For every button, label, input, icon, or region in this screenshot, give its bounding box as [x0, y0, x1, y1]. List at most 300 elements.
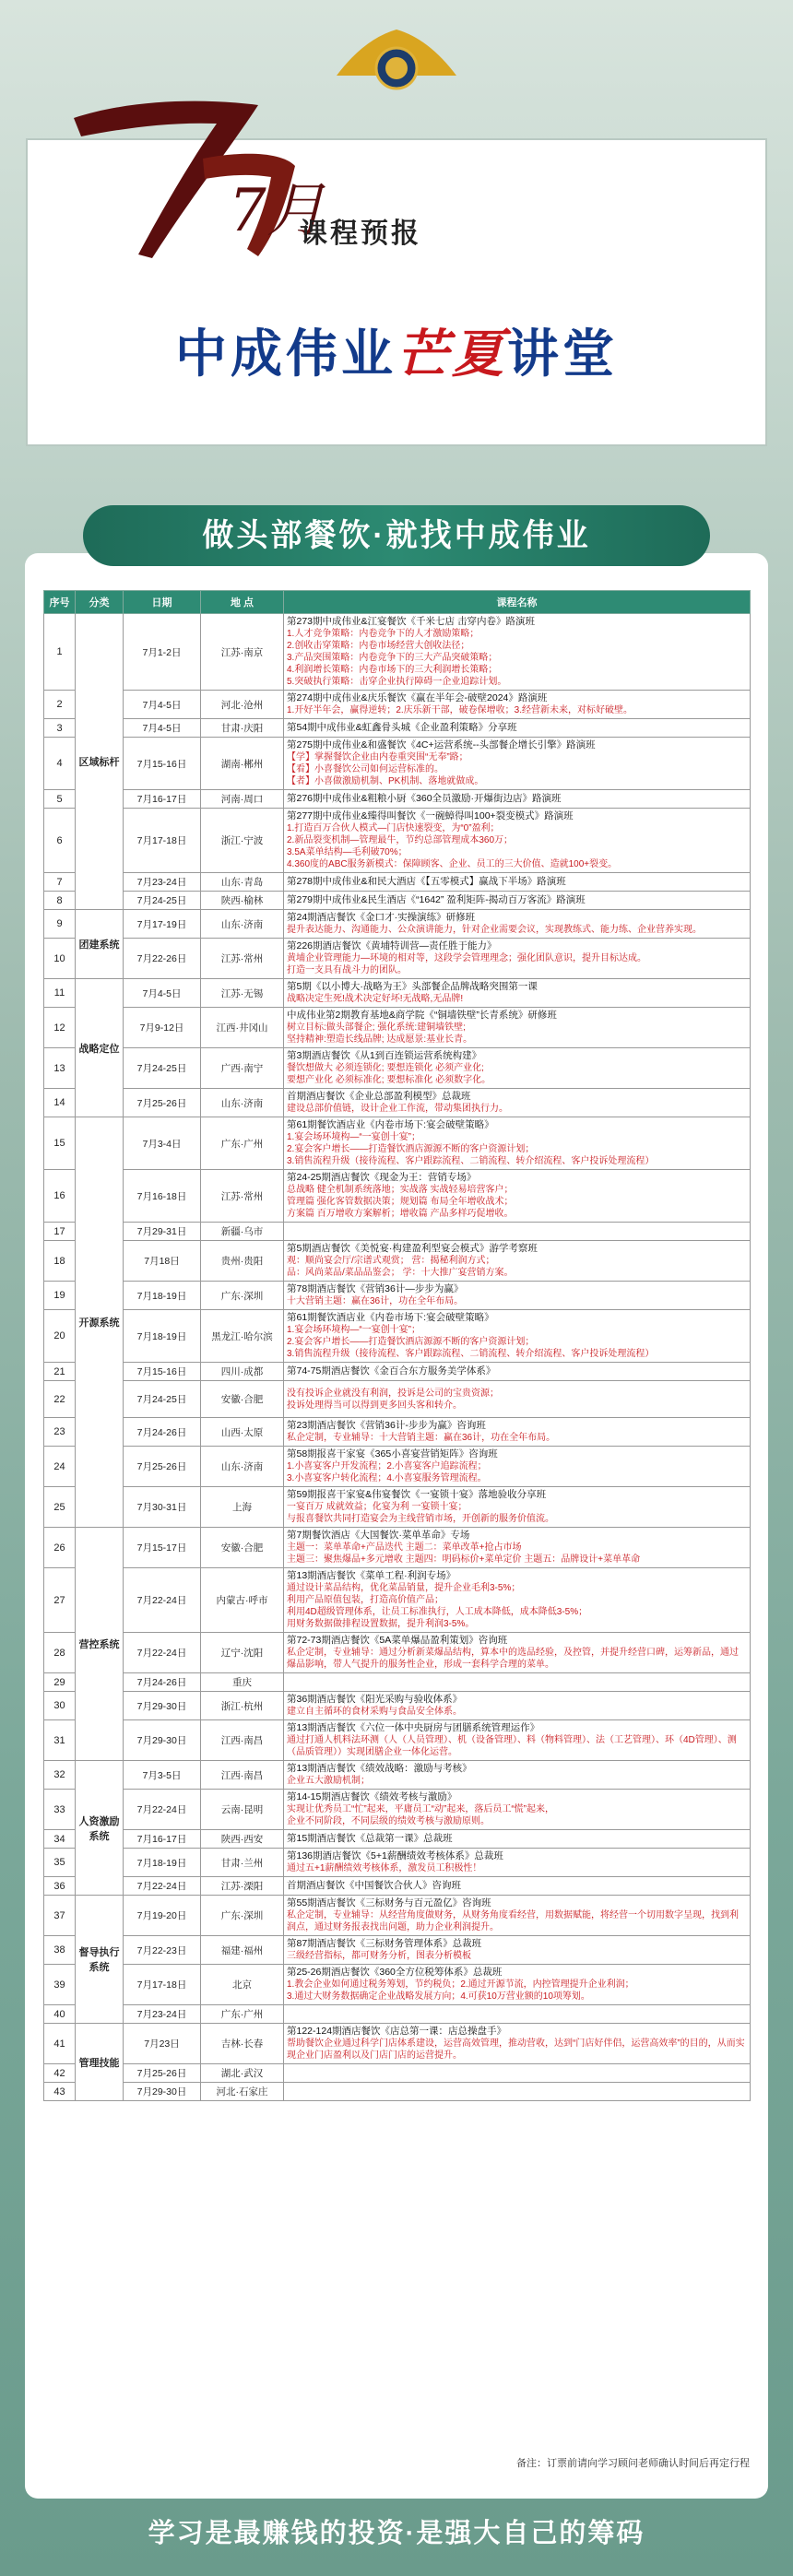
row-number: 32	[44, 1761, 76, 1790]
course-title: 第61期餐饮酒店业《内卷市场下:宴会破壁策略》	[287, 1312, 494, 1323]
date-cell: 7月17-19日	[124, 910, 201, 939]
course-title: 第14-15期酒店餐饮《绩效考核与激励》	[287, 1791, 457, 1802]
course-title: 第24期酒店餐饮《金口才·实操演练》研修班	[287, 912, 476, 923]
course-cell	[284, 2024, 751, 2064]
course-cell	[284, 892, 751, 910]
course-desc-line: 管理篇 强化客管数据决策；规划篇 布局全年增收战术；	[287, 1197, 514, 1207]
row-number: 19	[44, 1282, 76, 1310]
table-row	[44, 2083, 751, 2101]
row-number: 11	[44, 979, 76, 1008]
slogan-banner: 做头部餐饮·就找中成伟业	[83, 505, 710, 566]
course-title: 第59期报喜干家宴&伟宴餐饮《一宴锁十宴》落地验收分享班	[287, 1489, 547, 1500]
course-cell	[284, 1381, 751, 1418]
course-cell	[284, 1487, 751, 1528]
course-cell	[284, 910, 751, 939]
course-title: 第276期中成伟业&粗粮小厨《360全员激励·开爆街边店》路演班	[287, 793, 562, 804]
course-desc-line: 3.销售流程升级（接待流程、客户跟踪流程、二销流程、转介绍流程、客户投诉处理流程）	[287, 1349, 655, 1359]
date-cell: 7月29-30日	[124, 1720, 201, 1761]
place-cell: 江苏·常州	[201, 939, 284, 979]
course-title: 第13期酒店餐饮《绩效战略：激励与考核》	[287, 1763, 472, 1774]
course-title: 第275期中成伟业&和盛餐饮《4C+运营系统--头部餐企增长引擎》路演班	[287, 739, 596, 750]
row-number: 34	[44, 1830, 76, 1849]
course-desc-line: 企业不同阶段，不同层级的绩效考核与激励原则。	[287, 1816, 490, 1826]
course-desc-line: 利用产品原值包装，打造高价值产品；	[287, 1595, 444, 1605]
course-desc-line: 通过设计菜品结构，优化菜品销量，提升企业毛利3-5%；	[287, 1583, 521, 1593]
place-cell: 广西·南宁	[201, 1048, 284, 1089]
place-cell: 陕西·榆林	[201, 892, 284, 910]
course-desc-line: 实现让优秀员工“忙”起来，平庸员工“动”起来，落后员工“慌”起来，	[287, 1804, 554, 1814]
row-number: 14	[44, 1089, 76, 1117]
course-title: 中成伟业第2期教育基地&商学院《“铜墙铁壁”长青系统》研修班	[287, 1010, 557, 1021]
column-header: 课程名称	[284, 591, 751, 614]
place-cell: 辽宁·沈阳	[201, 1633, 284, 1673]
row-number: 4	[44, 738, 76, 790]
row-number: 10	[44, 939, 76, 979]
place-cell: 云南·昆明	[201, 1790, 284, 1830]
course-cell	[284, 691, 751, 719]
date-cell: 7月15-16日	[124, 738, 201, 790]
table-row	[44, 1282, 751, 1310]
table-row	[44, 1381, 751, 1418]
course-title: 第72-73期酒店餐饮《5A菜单爆品盈利策划》咨询班	[287, 1635, 508, 1646]
course-title: 第279期中成伟业&民生酒店《“1642” 盈利矩阵-揭动百万客流》路演班	[287, 894, 586, 905]
category-cell: 开源系统	[76, 1117, 124, 1528]
title-part-b: 讲堂	[507, 325, 618, 383]
table-row	[44, 892, 751, 910]
course-desc-line: 1.宴会场环境构—“一宴创十宴”；	[287, 1132, 420, 1142]
course-title: 第55期酒店餐饮《三标财务与百元盈亿》咨询班	[287, 1897, 491, 1908]
place-cell: 新疆·乌市	[201, 1223, 284, 1241]
course-cell	[284, 1790, 751, 1830]
row-number: 43	[44, 2083, 76, 2101]
course-cell	[284, 1761, 751, 1790]
date-cell: 7月30-31日	[124, 1487, 201, 1528]
row-number: 37	[44, 1896, 76, 1936]
course-desc-line: 1.打造百万合伙人模式—门店快速裂变，为“0”盈利；	[287, 823, 500, 833]
date-cell: 7月22-24日	[124, 1633, 201, 1673]
table-row	[44, 1008, 751, 1048]
date-cell: 7月24-26日	[124, 1673, 201, 1692]
row-number: 2	[44, 691, 76, 719]
place-cell: 山东·青岛	[201, 873, 284, 892]
table-row	[44, 1487, 751, 1528]
place-cell: 安徽·合肥	[201, 1528, 284, 1568]
date-cell: 7月9-12日	[124, 1008, 201, 1048]
table-row	[44, 1528, 751, 1568]
table-row	[44, 910, 751, 939]
course-desc-line: 1.宴会场环境构—“一宴创十宴”；	[287, 1325, 420, 1335]
date-cell: 7月18-19日	[124, 1849, 201, 1877]
table-row	[44, 719, 751, 738]
table-row	[44, 939, 751, 979]
date-cell: 7月4-5日	[124, 719, 201, 738]
column-header: 分类	[76, 591, 124, 614]
date-cell: 7月16-17日	[124, 1830, 201, 1849]
place-cell: 吉林·长春	[201, 2024, 284, 2064]
table-row	[44, 1363, 751, 1381]
table-row	[44, 1241, 751, 1282]
course-desc-line: 4.360度的ABC服务新模式：保障顾客、企业、员工的三大价值、造就100+裂变。	[287, 859, 618, 869]
place-cell: 陕西·西安	[201, 1830, 284, 1849]
table-row	[44, 1447, 751, 1487]
course-cell	[284, 1418, 751, 1447]
row-number: 6	[44, 809, 76, 873]
place-cell: 湖南·郴州	[201, 738, 284, 790]
category-cell: 督导执行系统	[76, 1896, 124, 2024]
course-title: 首期酒店餐饮《企业总部盈利模型》总裁班	[287, 1091, 471, 1102]
course-title: 第226期酒店餐饮《黄埔特训营—责任胜于能力》	[287, 940, 497, 951]
row-number: 15	[44, 1117, 76, 1170]
table-row	[44, 1849, 751, 1877]
place-cell: 江西·井冈山	[201, 1008, 284, 1048]
course-cell	[284, 1877, 751, 1896]
course-table	[43, 590, 751, 2101]
course-desc-line: 2.宴会客户增长——打造餐饮酒店源源不断的客户资源计划；	[287, 1337, 535, 1347]
course-cell	[284, 873, 751, 892]
course-cell	[284, 939, 751, 979]
place-cell: 河北·沧州	[201, 691, 284, 719]
place-cell: 安徽·合肥	[201, 1381, 284, 1418]
table-row	[44, 2064, 751, 2083]
place-cell: 河南·周口	[201, 790, 284, 809]
table-row	[44, 809, 751, 873]
main-title	[83, 313, 710, 387]
place-cell: 广东·深圳	[201, 1282, 284, 1310]
course-cell	[284, 1170, 751, 1223]
course-desc-line: 树立目标:做头部餐企; 强化系统:建铜墙铁壁;	[287, 1022, 466, 1033]
course-desc-line: 三级经营指标，都可财务分析，图表分析模板	[287, 1951, 471, 1961]
row-number: 38	[44, 1936, 76, 1965]
course-desc-line: 私企定制，专业辅导：十大营销主题：赢在36计，功在全年布局。	[287, 1433, 556, 1443]
place-cell: 四川·成都	[201, 1363, 284, 1381]
date-cell: 7月15-17日	[124, 1528, 201, 1568]
table-row	[44, 1223, 751, 1241]
table-row	[44, 1761, 751, 1790]
row-number: 22	[44, 1381, 76, 1418]
course-desc-line: 利用4D超级管理体系，让员工标准执行，人工成本降低，成本降低3-5%；	[287, 1607, 588, 1617]
course-desc-line: 十大营销主题：赢在36计，功在全年布局。	[287, 1296, 464, 1306]
date-cell: 7月24-25日	[124, 1381, 201, 1418]
date-cell: 7月3-5日	[124, 1761, 201, 1790]
course-title: 第3期酒店餐饮《从1到百连锁运营系统构建》	[287, 1050, 482, 1061]
course-desc-line: 企业五大激励机制；	[287, 1776, 370, 1786]
date-cell: 7月22-24日	[124, 1790, 201, 1830]
place-cell: 北京	[201, 1965, 284, 2005]
course-desc-line: 主题一：菜单革命+产品迭代 主题二：菜单改革+抢占市场	[287, 1542, 522, 1553]
course-cell	[284, 1633, 751, 1673]
place-cell: 江苏·常州	[201, 1170, 284, 1223]
table-row	[44, 1310, 751, 1363]
row-number: 21	[44, 1363, 76, 1381]
course-title: 第58期报喜干家宴《365小喜宴营销矩阵》咨询班	[287, 1448, 498, 1459]
row-number: 31	[44, 1720, 76, 1761]
course-desc-line: 建设总部价值链，设计企业工作流，带动集团执行力。	[287, 1104, 508, 1114]
course-title: 第13期酒店餐饮《六位一体中央厨房与团膳系统管理运作》	[287, 1722, 540, 1733]
course-cell	[284, 1830, 751, 1849]
course-desc-line: 私企定制，专业辅导：从经营角度做财务，从财务角度看经营，用数据赋能，将经营一个切用数字呈现，找到利润点，通过财务报表找出问题，助力企业利润提升。	[287, 1910, 739, 1932]
course-desc-line: 与报喜餐饮共同打造宴会为主线营销市场，开创新的服务价值流。	[287, 1514, 554, 1524]
date-cell: 7月19-20日	[124, 1896, 201, 1936]
course-desc-line: 建立自主循环的食材采购与食品安全体系。	[287, 1707, 462, 1717]
date-cell: 7月17-18日	[124, 1965, 201, 2005]
course-cell	[284, 2064, 751, 2083]
row-number: 26	[44, 1528, 76, 1568]
row-number: 5	[44, 790, 76, 809]
date-cell: 7月25-26日	[124, 1089, 201, 1117]
course-cell	[284, 1936, 751, 1965]
table-row	[44, 614, 751, 691]
course-desc-line: 要想产业化 必须标准化; 要想标准化 必须数字化。	[287, 1075, 491, 1085]
date-cell: 7月4-5日	[124, 979, 201, 1008]
category-cell: 管理技能	[76, 2024, 124, 2101]
place-cell: 黑龙江·哈尔滨	[201, 1310, 284, 1363]
course-cell	[284, 1447, 751, 1487]
row-number: 17	[44, 1223, 76, 1241]
category-cell: 团建系统	[76, 910, 124, 979]
course-desc-line: 提升表达能力、沟通能力、公众演讲能力，针对企业需要会议，实现教练式、能力练、企业营养实现。	[287, 925, 702, 935]
brand-logo	[327, 20, 466, 96]
date-cell: 7月23-24日	[124, 873, 201, 892]
table-row	[44, 1117, 751, 1170]
table-row	[44, 1896, 751, 1936]
place-cell: 江西·南昌	[201, 1720, 284, 1761]
row-number: 3	[44, 719, 76, 738]
course-desc-line: 3.销售流程升级（接待流程、客户跟踪流程、二销流程、转介绍流程、客户投诉处理流程）	[287, 1156, 655, 1166]
course-cell	[284, 614, 751, 691]
course-title: 第5期《以小博大·战略为王》头部餐企品牌战略突围第一课	[287, 981, 538, 992]
course-cell	[284, 719, 751, 738]
table-row	[44, 2024, 751, 2064]
place-cell: 山东·济南	[201, 910, 284, 939]
table-row	[44, 1965, 751, 2005]
place-cell: 山东·济南	[201, 1447, 284, 1487]
date-cell: 7月3-4日	[124, 1117, 201, 1170]
title-part-a: 中成伟业	[175, 325, 396, 383]
course-desc-line: 3.通过大财务数据确定企业战略发展方向；4.可获10万营业额的10项筹划。	[287, 1991, 590, 2002]
place-cell: 湖北·武汉	[201, 2064, 284, 2083]
course-title: 第24-25期酒店餐饮《现金为王：营销专场》	[287, 1172, 477, 1183]
table-row	[44, 1568, 751, 1633]
course-cell	[284, 1528, 751, 1568]
row-number: 25	[44, 1487, 76, 1528]
course-desc-line: 2.新品裂变机制—管理最牛，节约总部管理成本360万；	[287, 835, 514, 845]
table-row	[44, 738, 751, 790]
date-cell: 7月1-2日	[124, 614, 201, 691]
course-cell	[284, 1363, 751, 1381]
category-cell: 营控系统	[76, 1528, 124, 1761]
table-row	[44, 873, 751, 892]
date-cell: 7月18-19日	[124, 1310, 201, 1363]
place-cell: 广东·广州	[201, 2005, 284, 2024]
footnote: 备注：订票前请向学习顾问老师确认时间后再定行程	[516, 2458, 750, 2469]
place-cell: 浙江·宁波	[201, 809, 284, 873]
row-number: 28	[44, 1633, 76, 1673]
course-desc-line: 通过五+1薪酬绩效考核体系，激发员工积极性！	[287, 1863, 482, 1873]
place-cell: 江西·南昌	[201, 1761, 284, 1790]
date-cell: 7月22-24日	[124, 1877, 201, 1896]
course-title: 第78期酒店餐饮《营销36计—步步为赢》	[287, 1283, 464, 1294]
course-desc-line: 【学】掌握餐饮企业由内卷重突围“无奉”路；	[287, 752, 468, 762]
course-cell	[284, 790, 751, 809]
table-row	[44, 691, 751, 719]
table-row	[44, 1418, 751, 1447]
course-cell	[284, 1568, 751, 1633]
month-text: 7月	[229, 177, 325, 245]
date-cell: 7月16-18日	[124, 1170, 201, 1223]
row-number: 33	[44, 1790, 76, 1830]
course-desc-line: 1.开好半年会，赢得逆转；2.庆乐新干部，破卷保增收；3.经营新未来，对标好破壁。	[287, 705, 633, 715]
row-number: 27	[44, 1568, 76, 1633]
course-cell	[284, 809, 751, 873]
course-cell	[284, 1089, 751, 1117]
course-desc-line: 坚持精神:塑造长线品牌; 达成愿景:基业长青。	[287, 1034, 473, 1045]
row-number: 40	[44, 2005, 76, 2024]
table-row	[44, 1048, 751, 1089]
table-row	[44, 1790, 751, 1830]
category-cell: 战略定位	[76, 979, 124, 1117]
course-cell	[284, 1048, 751, 1089]
month-calligraphy	[65, 92, 325, 267]
course-desc-line: 观：顺尚宴会厅/宗谱式观赏； 营：揭秘利润方式；	[287, 1256, 495, 1266]
course-desc-line: 用财务数据做排程设置数据，提升利润3-5%。	[287, 1619, 475, 1629]
course-cell	[284, 1282, 751, 1310]
column-header: 地 点	[201, 591, 284, 614]
table-header-row	[44, 591, 751, 614]
course-cell	[284, 1849, 751, 1877]
column-header: 序号	[44, 591, 76, 614]
course-title: 第122-124期酒店餐饮《店总第一课：店总操盘手》	[287, 2026, 507, 2037]
course-cell	[284, 1241, 751, 1282]
course-title: 第278期中成伟业&和民大酒店《【五零模式】赢战下半场》路演班	[287, 876, 566, 887]
date-cell: 7月15-16日	[124, 1363, 201, 1381]
place-cell: 河北·石家庄	[201, 2083, 284, 2101]
course-desc-line: 【看】小喜餐饮公司如何运营标准的。	[287, 764, 444, 774]
date-cell: 7月25-26日	[124, 2064, 201, 2083]
course-desc-line: 3.产品突围策略：内卷竞争下的三大产品突破策略；	[287, 653, 498, 663]
place-cell: 山西·太原	[201, 1418, 284, 1447]
course-title: 第13期酒店餐饮《菜单工程·利润专场》	[287, 1570, 456, 1581]
course-cell	[284, 1965, 751, 2005]
category-cell: 区域标杆	[76, 614, 124, 910]
course-desc-line: 战略决定生死!战术决定好坏!无战略,无品牌!	[287, 994, 464, 1004]
place-cell: 广东·广州	[201, 1117, 284, 1170]
row-number: 42	[44, 2064, 76, 2083]
title-accent: 芒夏	[396, 324, 507, 384]
course-desc-line: 1.教会企业如何通过税务筹划，节约税负；2.通过开源节流，内控管理提升企业利润；	[287, 1979, 634, 1990]
place-cell: 上海	[201, 1487, 284, 1528]
course-desc-line: 通过打通人机料法环测（人（人员管理）、机（设备管理）、料（物料管理）、法（工艺管理）、环（4D管理）、测（品质管理））实现团膳企业一体化运营。	[287, 1735, 737, 1757]
table-row	[44, 1089, 751, 1117]
course-cell	[284, 2083, 751, 2101]
place-cell: 广东·深圳	[201, 1896, 284, 1936]
course-cell	[284, 2005, 751, 2024]
date-cell: 7月24-25日	[124, 1048, 201, 1089]
table-row	[44, 1673, 751, 1692]
row-number: 7	[44, 873, 76, 892]
table-row	[44, 1936, 751, 1965]
course-cell	[284, 1896, 751, 1936]
course-title: 第36期酒店餐饮《阳光采购与验收体系》	[287, 1694, 463, 1705]
course-cell	[284, 1008, 751, 1048]
table-row	[44, 2005, 751, 2024]
table-row	[44, 1830, 751, 1849]
table-row	[44, 1877, 751, 1896]
course-title: 第74-75期酒店餐饮《金百合东方服务美学体系》	[287, 1365, 496, 1377]
course-title: 第274期中成伟业&庆乐餐饮《赢在半年会-破壁2024》路演班	[287, 692, 548, 703]
category-cell: 人资激励系统	[76, 1761, 124, 1896]
date-cell: 7月22-26日	[124, 939, 201, 979]
course-title: 第277期中成伟业&臻得叫餐饮《一碗蟑得叫100+裂变模式》路演班	[287, 810, 574, 821]
date-cell: 7月22-23日	[124, 1936, 201, 1965]
place-cell: 福建·福州	[201, 1936, 284, 1965]
table-row	[44, 1720, 751, 1761]
place-cell: 江苏·溧阳	[201, 1877, 284, 1896]
course-desc-line: 3.小喜宴客户转化流程；4.小喜宴服务管理流程。	[287, 1473, 487, 1483]
date-cell: 7月29-30日	[124, 1692, 201, 1720]
course-desc-line: 黄埔企业管理能力—环境的相对等，这段学会管理理念；强化团队意识，提升目标达成。	[287, 953, 646, 963]
place-cell: 重庆	[201, 1673, 284, 1692]
table-row	[44, 1692, 751, 1720]
row-number: 35	[44, 1849, 76, 1877]
course-desc-line: 品：风尚菜品/菜品品鉴会； 学：十大推广宴营销方案。	[287, 1268, 514, 1278]
course-desc-line: 总战略 健全机制系统落地；实战落 实战轻易培营客户；	[287, 1185, 514, 1195]
row-number: 39	[44, 1965, 76, 2005]
place-cell: 江苏·无锡	[201, 979, 284, 1008]
course-desc-line: 3.5A菜单结构—毛利破70%；	[287, 847, 408, 857]
date-cell: 7月23日	[124, 2024, 201, 2064]
course-desc-line: 2.创收击穿策略：内卷市场经营大创收法径；	[287, 641, 470, 651]
course-desc-line: 餐饮想做大 必须连锁化; 要想连锁化 必须产业化;	[287, 1063, 484, 1073]
row-number: 1	[44, 614, 76, 691]
place-cell: 浙江·杭州	[201, 1692, 284, 1720]
date-cell: 7月16-17日	[124, 790, 201, 809]
date-cell: 7月17-18日	[124, 809, 201, 873]
course-desc-line: 帮助餐饮企业通过科学门店体系建设，运营高效管理，推动营收，达到“门店好伴侣，运营高效率”的目的，从而实现企业门店盈利以及门店门店的运营提升。	[287, 2038, 745, 2061]
course-cell	[284, 1692, 751, 1720]
course-desc-line: 没有投诉企业就没有利润，投诉是公司的宝贵资源；	[287, 1388, 499, 1399]
course-desc-line: 方案篇 百万增收方案解析；增收篇 产品多样巧促增收。	[287, 1209, 514, 1219]
place-cell: 甘肃·庆阳	[201, 719, 284, 738]
date-cell: 7月29-30日	[124, 2083, 201, 2101]
course-cell	[284, 1310, 751, 1363]
row-number: 13	[44, 1048, 76, 1089]
date-cell: 7月25-26日	[124, 1447, 201, 1487]
course-title: 首期酒店餐饮《中国餐饮合伙人》咨询班	[287, 1880, 461, 1891]
course-cell	[284, 979, 751, 1008]
row-number: 16	[44, 1170, 76, 1223]
row-number: 41	[44, 2024, 76, 2064]
course-title: 第7期餐饮酒店《大国餐饮·菜单革命》专场	[287, 1530, 470, 1541]
footer-slogan: 学习是最赚钱的投资·是强大自己的筹码	[148, 2519, 645, 2548]
course-cell	[284, 1673, 751, 1692]
place-cell: 甘肃·兰州	[201, 1849, 284, 1877]
course-desc-line: 投诉处理得当可以得到更多回头客和转介。	[287, 1400, 462, 1411]
row-number: 23	[44, 1418, 76, 1447]
row-number: 29	[44, 1673, 76, 1692]
row-number: 18	[44, 1241, 76, 1282]
row-number: 9	[44, 910, 76, 939]
course-title: 第87期酒店餐饮《三标财务管理体系》总裁班	[287, 1938, 482, 1949]
course-title: 第5期酒店餐饮《美悦宴·构建盈利型宴会模式》游学考察班	[287, 1243, 538, 1254]
course-desc-line: 1.人才竞争策略：内卷竞争下的人才激励策略；	[287, 629, 479, 639]
subtitle: 课程预报	[300, 219, 421, 249]
date-cell: 7月29-31日	[124, 1223, 201, 1241]
row-number: 20	[44, 1310, 76, 1363]
course-title: 第54期中成伟业&虹鑫骨头城《企业盈利策略》分享班	[287, 722, 517, 733]
place-cell: 江苏·南京	[201, 614, 284, 691]
course-desc-line: 4.利润增长策略：内卷市场下的三大利润增长策略；	[287, 665, 498, 675]
date-cell: 7月18日	[124, 1241, 201, 1282]
